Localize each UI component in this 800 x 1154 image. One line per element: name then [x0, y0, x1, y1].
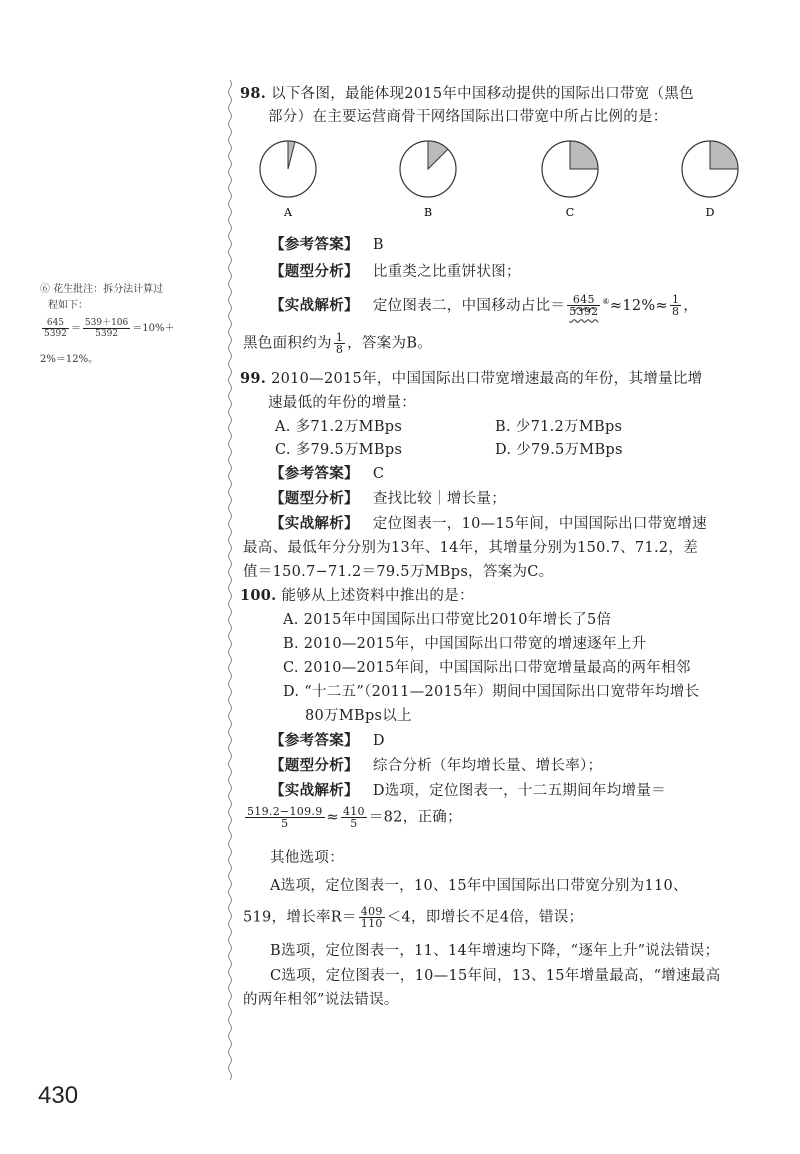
page-number: 430	[38, 1082, 79, 1109]
q100-other: 其他选项：	[270, 850, 344, 866]
side-note-line2: 程如下：	[48, 300, 88, 311]
q100-answer: 【参考答案】 D	[270, 732, 385, 749]
q100-analysis: 【实战解析】 D选项，定位图表一，十二五期间年均增量＝	[270, 782, 666, 799]
side-note-line4: 2%＝12%。	[40, 354, 99, 365]
q99-line1: 99. 2010—2015年，中国国际出口带宽增速最高的年份，其增量比增	[240, 370, 703, 387]
q99-answer: 【参考答案】 C	[270, 465, 385, 482]
q100-a-line2: 519，增长率R＝ $\frac{409}{110}$ ＜4，即增长不足4倍，错误；	[243, 905, 584, 930]
pie-option-d[interactable]	[675, 138, 745, 220]
pie-option-a[interactable]	[253, 138, 323, 220]
q98-number: 98.	[240, 85, 267, 102]
q100-b-line: B选项，定位图表一，11、14年增速均下降，“逐年上升”说法错误；	[270, 943, 720, 959]
q100-option-c[interactable]: C. 2010—2015年间，中国国际出口带宽增量最高的两年相邻	[283, 660, 691, 676]
fraction: $\frac{1}{8}$	[671, 293, 680, 319]
q100-c-line2: 的两年相邻”说法错误。	[243, 992, 399, 1008]
q100-analysis-formula: $\frac{519.2-109.9}{5}$ ≈ $\frac{410}{5}$ ＝82，正确；	[247, 805, 462, 830]
pie-label: A	[284, 206, 292, 219]
side-note-line1: ⑥ 花生批注：拆分法计算过	[40, 284, 164, 295]
pie-option-b[interactable]	[393, 138, 463, 220]
q98-analysis-cont: 黑色面积约为 $\frac{1}{8}$ ，答案为B。	[243, 331, 433, 356]
q99-option-d[interactable]: D. 少79.5万MBps	[495, 442, 623, 458]
q99-analysis-line3: 值＝150.7−71.2＝79.5万MBps，答案为C。	[243, 564, 554, 580]
pie-options	[255, 138, 745, 220]
fraction: $\frac{645}{5392}$	[569, 293, 599, 319]
q98-answer: 【参考答案】 B	[270, 236, 384, 253]
q99-analysis: 【实战解析】 定位图表一，10—15年间，中国国际出口带宽增速	[270, 515, 707, 532]
q100-option-a[interactable]: A. 2015年中国国际出口带宽比2010年增长了5倍	[283, 612, 612, 628]
q99-line2: 速最低的年份的增量：	[268, 395, 416, 411]
pie-label: B	[423, 206, 433, 219]
q100-option-d[interactable]: D. “十二五”（2011—2015年）期间中国国际出口宽带年均增长	[283, 684, 700, 700]
q99-analysis-line2: 最高、最低年分分别为13年、14年，其增量分别为150.7、71.2，差	[243, 540, 698, 556]
q98-analysis: 【实战解析】 定位图表二，中国移动占比＝ $\frac{645}{5392}$ ⑥≈12%≈ $\frac{1}{8}$ ，	[270, 293, 699, 319]
pie-label: C	[565, 206, 575, 219]
side-note-formula: $\frac{645}{5392}$ ＝ $\frac{539+106}{5392}$ ＝10%＋	[44, 318, 175, 339]
pie-slice	[570, 141, 598, 169]
q98-type: 【题型分析】 比重类之比重饼状图；	[270, 263, 521, 280]
q98-line1: 98. 以下各图，最能体现2015年中国移动提供的国际出口带宽（黑色	[240, 85, 694, 102]
pie-label: D	[705, 206, 715, 219]
q100-option-d-cont: 80万MBps以上	[305, 708, 412, 724]
q100-a-line1: A选项，定位图表一，10、15年中国国际出口带宽分别为110、	[270, 878, 688, 894]
margin-wavy-line	[225, 80, 235, 1080]
q99-option-b[interactable]: B. 少71.2万MBps	[495, 419, 623, 435]
fraction: $\frac{1}{8}$	[335, 331, 344, 356]
q99-type: 【题型分析】 查找比较｜增长量；	[270, 490, 507, 507]
q100-type: 【题型分析】 综合分析（年均增长量、增长率）；	[270, 757, 603, 774]
pie-slice	[710, 141, 738, 169]
q98-line2: 部分）在主要运营商骨干网络国际出口带宽中所占比例的是：	[268, 109, 668, 125]
q100-stem: 100. 能够从上述资料中推出的是：	[240, 587, 474, 604]
q99-option-a[interactable]: A. 多71.2万MBps	[275, 419, 403, 435]
pie-option-c[interactable]	[535, 138, 605, 220]
q100-option-b[interactable]: B. 2010—2015年，中国国际出口带宽的增速逐年上升	[283, 636, 647, 652]
q100-c-line1: C选项，定位图表一，10—15年间，13、15年增量最高，“增速最高	[270, 968, 721, 984]
q99-option-c[interactable]: C. 多79.5万MBps	[275, 442, 403, 458]
